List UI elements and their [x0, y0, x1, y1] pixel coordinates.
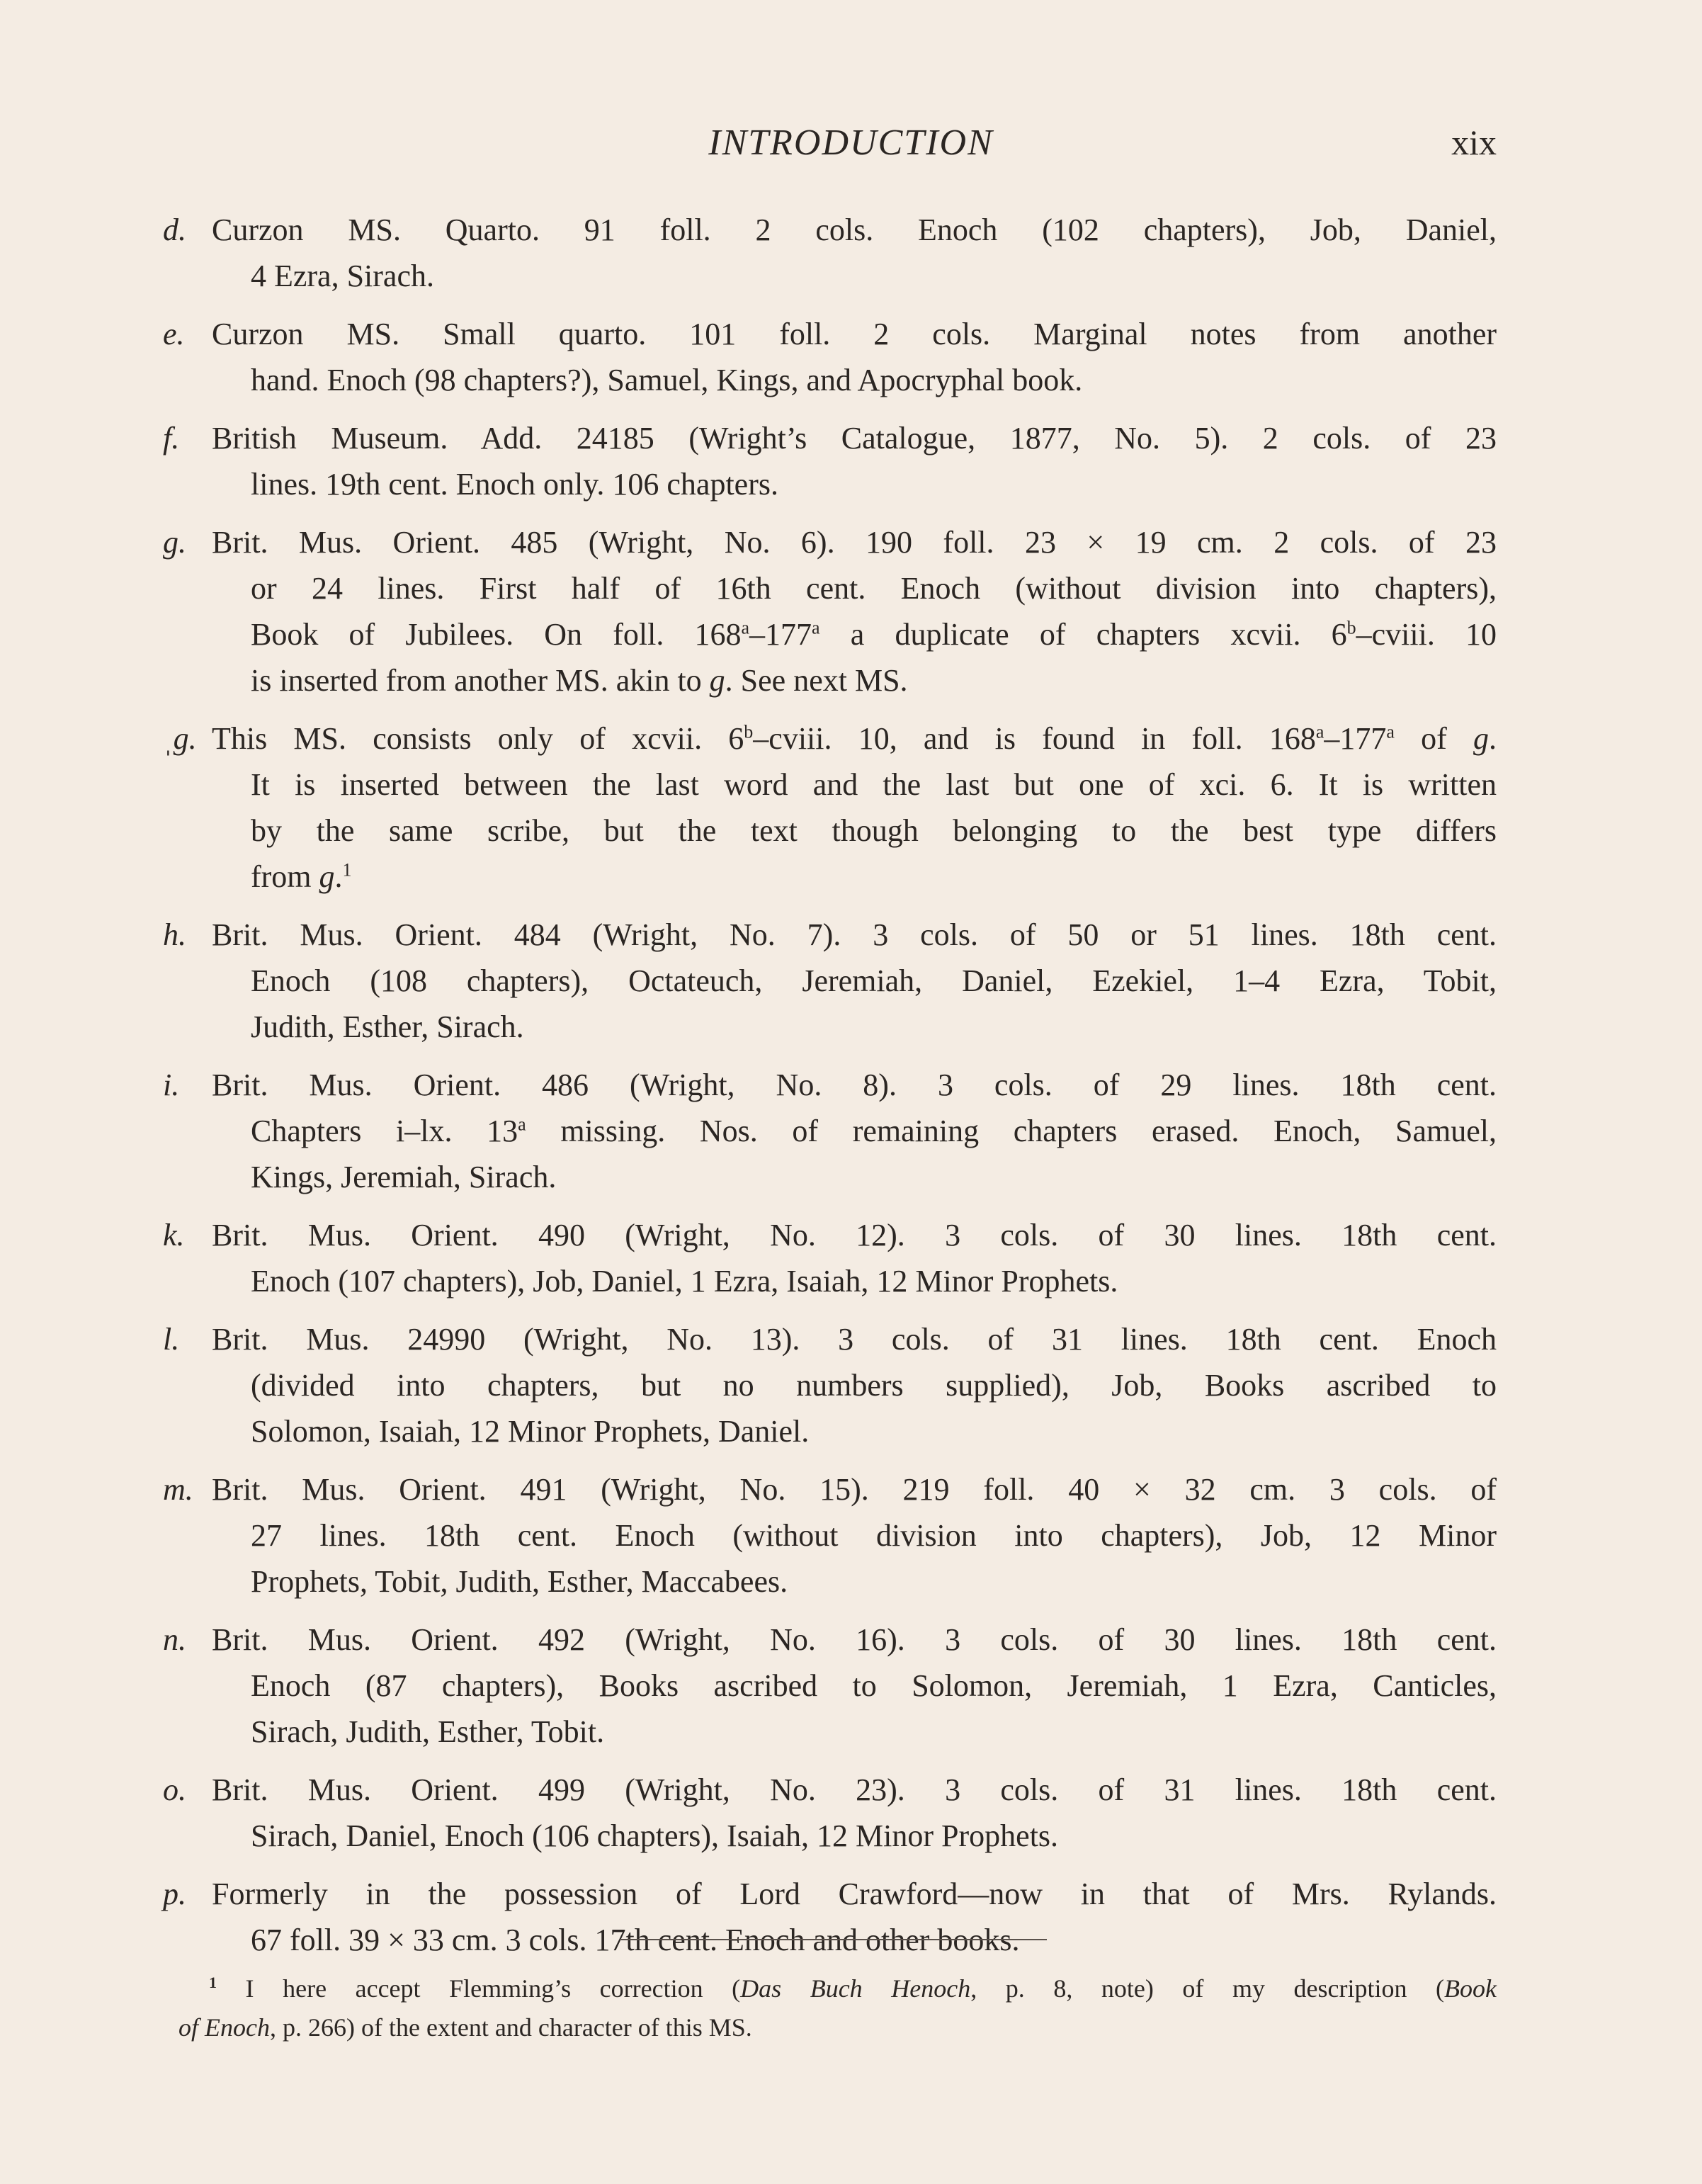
- text-run: 4 Ezra, Sirach.: [251, 259, 434, 293]
- entry-line: [251, 1108, 1497, 1154]
- text-run: of: [1394, 721, 1474, 756]
- text-run: Formerly in the possession of Lord Crawford—now in that of Mrs. Rylands.: [212, 1877, 1497, 1911]
- italic-text: g: [319, 859, 335, 894]
- text-run: It is inserted between the last word and the last but one of xci. 6. It is written: [251, 767, 1497, 802]
- text-run: is inserted from another MS. akin to: [251, 663, 710, 698]
- text-run: or 24 lines. First half of 16th cent. Enoch (without division into chapters),: [251, 571, 1497, 606]
- text-run: Brit. Mus. Orient. 499 (Wright, No. 23). 3 cols. of 31 lines. 18th cent.: [212, 1772, 1497, 1807]
- superscript: a: [1315, 721, 1324, 742]
- text-run: Enoch (87 chapters), Books ascribed to Solomon, Jeremiah, 1 Ezra, Canticles,: [251, 1668, 1497, 1703]
- entry-line: [251, 1362, 1497, 1408]
- manuscript-entry: [0, 415, 1702, 507]
- entry-line: [251, 1408, 1497, 1454]
- text-run: Prophets, Tobit, Judith, Esther, Maccabees.: [251, 1564, 788, 1599]
- entry-line: [212, 1062, 1497, 1108]
- text-run: –177: [749, 617, 812, 652]
- text-run: Sirach, Daniel, Enoch (106 chapters), Isaiah, 12 Minor Prophets.: [251, 1818, 1059, 1853]
- text-run: .: [334, 859, 343, 894]
- entry-line: [212, 1871, 1497, 1917]
- text-run: 67 foll. 39 × 33 cm. 3 cols. 17th cent. Enoch and other books.: [251, 1923, 1020, 1957]
- entry-line: [251, 461, 1497, 507]
- text-run: –cviii. 10: [1356, 617, 1497, 652]
- italic-text: of Enoch: [178, 2013, 270, 2042]
- text-run: Enoch (107 chapters), Job, Daniel, 1 Ezra, Isaiah, 12 Minor Prophets.: [251, 1264, 1118, 1298]
- entry-line: [251, 357, 1497, 403]
- entry-siglum: i.: [163, 1068, 180, 1102]
- manuscript-entry: [0, 207, 1702, 299]
- entry-line: [251, 1813, 1497, 1859]
- entry-line: [251, 657, 1497, 703]
- entry-line: [212, 207, 1497, 253]
- entry-siglum: d.: [163, 213, 186, 247]
- superscript: a: [741, 617, 750, 638]
- entry-siglum: e.: [163, 317, 185, 351]
- superscript: 1: [209, 1974, 217, 1991]
- entry-siglum: m.: [163, 1472, 193, 1507]
- entry-siglum: k.: [163, 1218, 185, 1252]
- entry-siglum: h.: [163, 917, 186, 952]
- manuscript-entry: [0, 1767, 1702, 1859]
- manuscript-entry: [0, 519, 1702, 703]
- entry-line: [212, 1767, 1497, 1813]
- entry-siglum: o.: [163, 1772, 186, 1807]
- italic-text: g: [709, 663, 725, 698]
- text-run: Book of Jubilees. On foll. 168: [251, 617, 742, 652]
- entry-line: [251, 253, 1497, 299]
- manuscript-entry: [0, 912, 1702, 1050]
- entry-line: [251, 1154, 1497, 1200]
- entry-line: [251, 1512, 1497, 1558]
- italic-text: g: [1473, 721, 1490, 756]
- entry-line: [251, 565, 1497, 611]
- text-run: Brit. Mus. Orient. 491 (Wright, No. 15). 219 foll. 40 × 32 cm. 3 cols. of: [212, 1472, 1497, 1507]
- entry-siglum: f.: [163, 421, 180, 456]
- text-run: Curzon MS. Small quarto. 101 foll. 2 cols. Marginal notes from another: [212, 317, 1497, 351]
- text-run: Brit. Mus. Orient. 484 (Wright, No. 7). 3 cols. of 50 or 51 lines. 18th cent.: [212, 917, 1497, 952]
- text-run: from: [251, 859, 319, 894]
- footnote: [178, 1969, 1497, 2047]
- entry-line: [212, 1316, 1497, 1362]
- superscript: b: [744, 721, 754, 742]
- text-run: –177: [1324, 721, 1387, 756]
- text-run: Brit. Mus. Orient. 485 (Wright, No. 6). 190 foll. 23 × 19 cm. 2 cols. of 23: [212, 525, 1497, 560]
- entry-line: [212, 311, 1497, 357]
- entry-siglum: ˌg.: [163, 721, 197, 756]
- text-run: British Museum. Add. 24185 (Wright’s Catalogue, 1877, No. 5). 2 cols. of 23: [212, 421, 1497, 456]
- entry-line: [212, 519, 1497, 565]
- italic-text: Book: [1444, 1974, 1497, 2003]
- manuscript-entry: [0, 1316, 1702, 1454]
- entry-siglum: p.: [163, 1877, 186, 1911]
- text-run: .: [1489, 721, 1497, 756]
- entry-line: [212, 715, 1497, 762]
- text-run: by the same scribe, but the text though belonging to the best type differs: [251, 813, 1497, 848]
- text-run: Brit. Mus. Orient. 490 (Wright, No. 12). 3 cols. of 30 lines. 18th cent.: [212, 1218, 1497, 1252]
- running-header-title: INTRODUCTION: [708, 123, 994, 163]
- text-run: Solomon, Isaiah, 12 Minor Prophets, Daniel.: [251, 1414, 810, 1449]
- text-run: . See next MS.: [725, 663, 908, 698]
- page-number: xix: [1451, 123, 1497, 162]
- manuscript-entry: [0, 1212, 1702, 1304]
- text-run: Curzon MS. Quarto. 91 foll. 2 cols. Enoch (102 chapters), Job, Daniel,: [212, 213, 1497, 247]
- text-run: hand. Enoch (98 chapters?), Samuel, Kings, and Apocryphal book.: [251, 363, 1083, 397]
- text-run: Enoch (108 chapters), Octateuch, Jeremiah, Daniel, Ezekiel, 1–4 Ezra, Tobit,: [251, 963, 1497, 998]
- text-run: a duplicate of chapters xcvii. 6: [819, 617, 1347, 652]
- entry-line: [212, 1617, 1497, 1663]
- text-run: , p. 8, note) of my description (: [970, 1974, 1445, 2003]
- superscript: b: [1346, 617, 1356, 638]
- manuscript-entry: [0, 311, 1702, 403]
- text-run: Sirach, Judith, Esther, Tobit.: [251, 1714, 605, 1749]
- entry-siglum: g.: [163, 525, 186, 560]
- manuscript-entry: [0, 715, 1702, 900]
- text-run: missing. Nos. of remaining chapters erased. Enoch, Samuel,: [526, 1114, 1497, 1148]
- entry-line: [212, 912, 1497, 958]
- entry-line: [251, 762, 1497, 808]
- superscript: a: [518, 1114, 526, 1135]
- text-run: Brit. Mus. 24990 (Wright, No. 13). 3 cols. of 31 lines. 18th cent. Enoch: [212, 1322, 1497, 1357]
- text-run: Brit. Mus. Orient. 486 (Wright, No. 8). 3 cols. of 29 lines. 18th cent.: [212, 1068, 1497, 1102]
- entry-line: [251, 808, 1497, 854]
- text-run: Brit. Mus. Orient. 492 (Wright, No. 16). 3 cols. of 30 lines. 18th cent.: [212, 1622, 1497, 1657]
- manuscript-list: [0, 207, 1702, 1975]
- text-run: I here accept Flemming’s correction (: [217, 1974, 741, 2003]
- text-run: lines. 19th cent. Enoch only. 106 chapters.: [251, 467, 778, 502]
- entry-siglum: l.: [163, 1322, 180, 1357]
- entry-line: [212, 415, 1497, 461]
- entry-line: [251, 854, 1497, 900]
- entry-line: [251, 958, 1497, 1004]
- entry-line: [251, 1663, 1497, 1709]
- superscript: a: [812, 617, 820, 638]
- manuscript-entry: [0, 1871, 1702, 1963]
- manuscript-entry: [0, 1466, 1702, 1605]
- italic-text: Das Buch Henoch: [740, 1974, 971, 2003]
- text-run: Kings, Jeremiah, Sirach.: [251, 1160, 557, 1194]
- superscript: 1: [342, 859, 352, 881]
- text-run: This MS. consists only of xcvii. 6: [212, 721, 744, 756]
- entry-line: [251, 611, 1497, 657]
- text-run: 27 lines. 18th cent. Enoch (without division into chapters), Job, 12 Minor: [251, 1518, 1497, 1553]
- manuscript-entry: [0, 1062, 1702, 1200]
- entry-siglum: n.: [163, 1622, 186, 1657]
- superscript: a: [1386, 721, 1395, 742]
- text-run: Judith, Esther, Sirach.: [251, 1009, 524, 1044]
- text-run: (divided into chapters, but no numbers supplied), Job, Books ascribed to: [251, 1368, 1497, 1403]
- entry-line: [251, 1258, 1497, 1304]
- entry-line: [251, 1709, 1497, 1755]
- entry-line: [251, 1558, 1497, 1605]
- entry-line: [251, 1004, 1497, 1050]
- text-run: , p. 266) of the extent and character of this MS.: [269, 2013, 752, 2042]
- footnote-line: [178, 2008, 1497, 2047]
- footnote-line: [209, 1969, 1497, 2008]
- manuscript-entry: [0, 1617, 1702, 1755]
- text-run: –cviii. 10, and is found in foll. 168: [753, 721, 1316, 756]
- entry-line: [212, 1212, 1497, 1258]
- text-run: Chapters i–lx. 13: [251, 1114, 518, 1148]
- footnote-divider: [620, 1939, 1047, 1940]
- entry-line: [212, 1466, 1497, 1512]
